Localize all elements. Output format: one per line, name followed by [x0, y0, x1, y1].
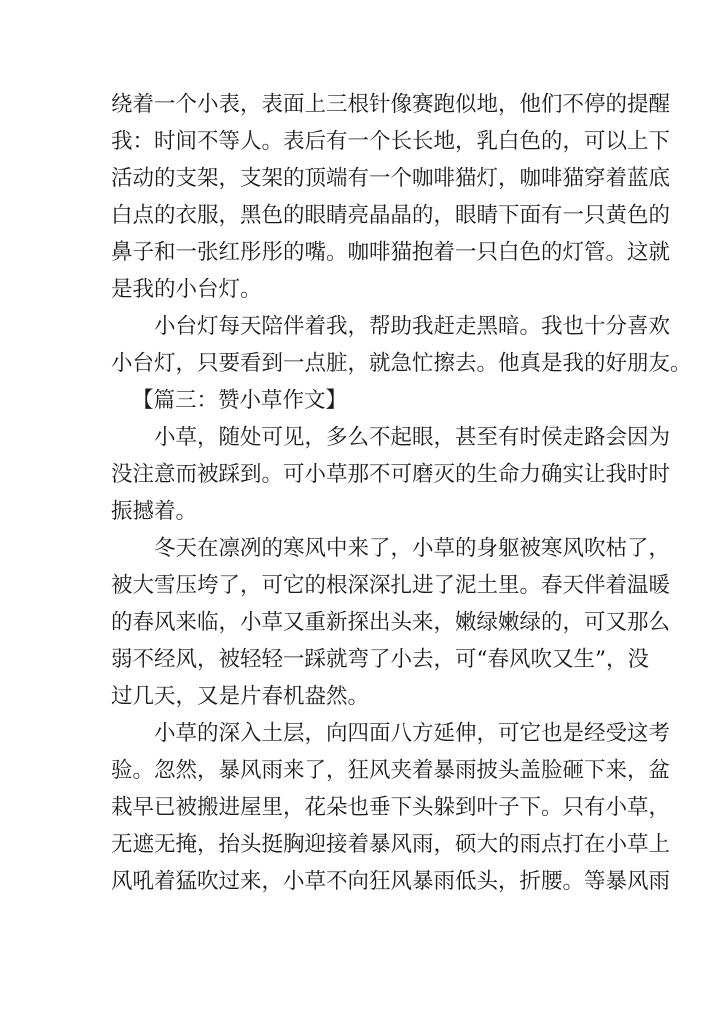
text-line: 白点的衣服，黑色的眼睛亮晶晶的，眼睛下面有一只黄色的 — [111, 203, 671, 228]
text-line: 冬天在凛冽的寒风中来了，小草的身躯被寒风吹枯了， — [154, 536, 671, 561]
text-line: 验。忽然，暴风雨来了，狂风夹着暴雨披头盖脸砸下来，盆 — [111, 758, 671, 783]
text-line: 鼻子和一张红彤彤的嘴。咖啡猫抱着一只白色的灯管。这就 — [111, 240, 671, 265]
text-line: 弱不经风，被轻轻一踩就弯了小去，可“春风吹又生”，没 — [111, 647, 649, 672]
paragraph — [111, 419, 671, 530]
text-line: 振撼着。 — [111, 499, 198, 524]
heading-text: 【篇三：赞小草作文】 — [132, 388, 348, 413]
text-line: 活动的支架，支架的顶端有一个咖啡猫灯，咖啡猫穿着蓝底 — [111, 166, 671, 191]
text-line: 没注意而被踩到。可小草那不可磨灭的生命力确实让我时时 — [111, 462, 671, 487]
document-page — [111, 86, 692, 900]
text-line: 小台灯每天陪伴着我，帮助我赶走黑暗。我也十分喜欢 — [154, 314, 671, 339]
text-line: 是我的小台灯。 — [111, 277, 262, 302]
text-line: 小草，随处可见，多么不起眼，甚至有时侯走路会因为 — [154, 425, 671, 450]
text-line: 的春风来临，小草又重新探出头来，嫩绿嫩绿的，可又那么 — [111, 610, 671, 635]
paragraph — [111, 715, 671, 900]
paragraph — [111, 308, 692, 382]
text-line: 栽早已被搬进屋里，花朵也垂下头躲到叶子下。只有小草， — [111, 795, 671, 820]
text-line: 小草的深入土层，向四面八方延伸，可它也是经受这考 — [154, 721, 671, 746]
text-line: 被大雪压垮了，可它的根深深扎进了泥土里。春天伴着温暖 — [111, 573, 671, 598]
text-line: 小台灯，只要看到一点脏，就急忙擦去。他真是我的好朋友。 — [111, 351, 692, 376]
text-line: 我：时间不等人。表后有一个长长地，乳白色的，可以上下 — [111, 129, 671, 154]
paragraph — [111, 86, 671, 308]
text-line: 过几天，又是片春机盎然。 — [111, 684, 370, 709]
text-line: 风吼着猛吹过来，小草不向狂风暴雨低头，折腰。等暴风雨 — [111, 869, 671, 894]
text-line: 无遮无掩，抬头挺胸迎接着暴风雨，硕大的雨点打在小草上 — [111, 832, 671, 857]
paragraph — [111, 530, 671, 715]
text-line: 绕着一个小表，表面上三根针像赛跑似地，他们不停的提醒 — [111, 92, 671, 117]
section-heading — [111, 382, 611, 419]
